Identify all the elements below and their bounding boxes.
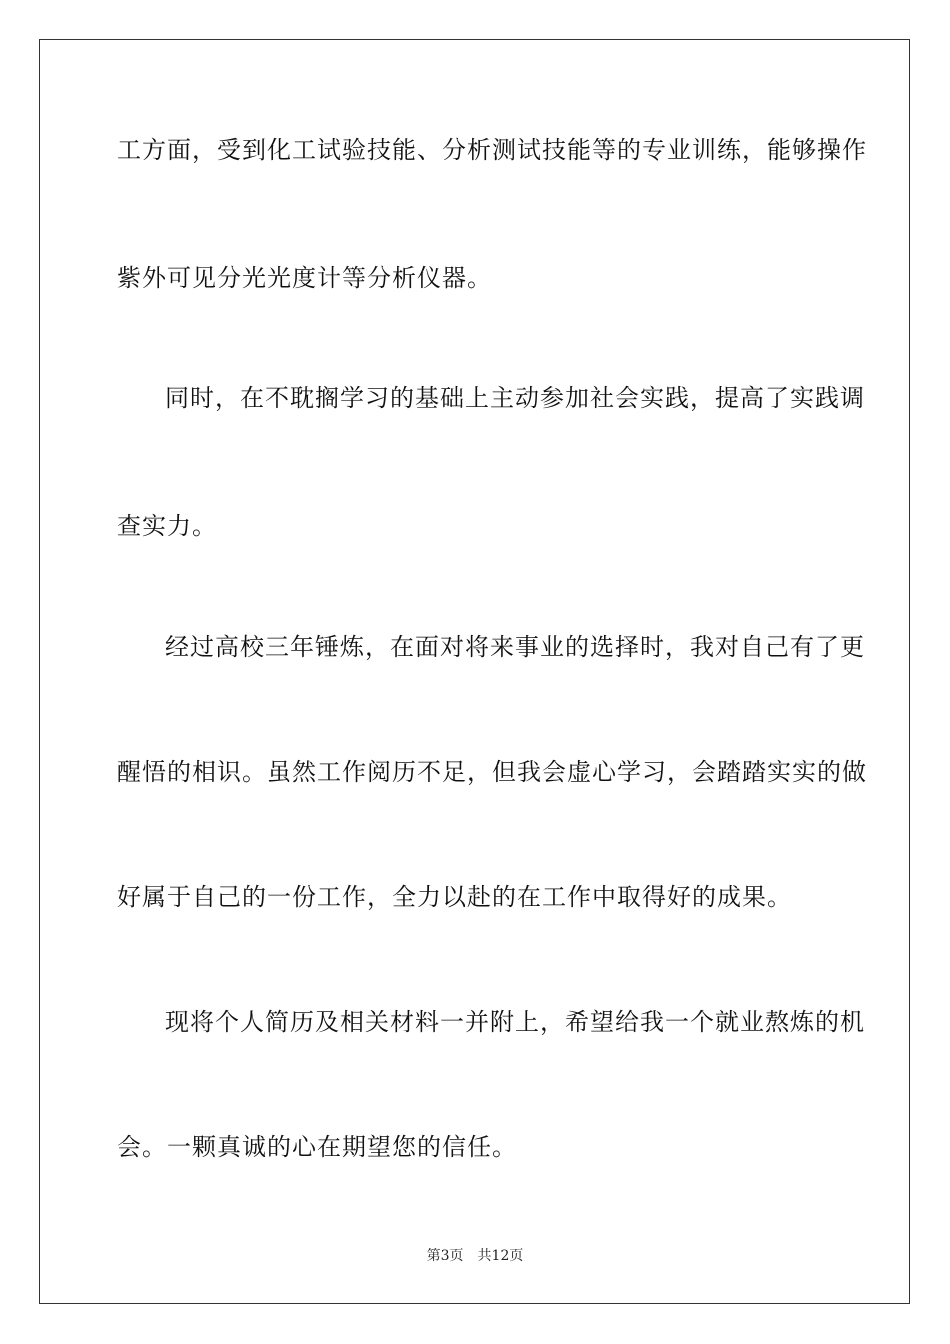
- body-text-line: 经过高校三年锤炼，在面对将来事业的选择时，我对自己有了更: [165, 633, 865, 661]
- body-text-line: 同时，在不耽搁学习的基础上主动参加社会实践，提高了实践调: [165, 384, 865, 412]
- page-footer: [0, 1247, 950, 1265]
- page-border: [39, 39, 910, 1304]
- body-text-line: 会。一颗真诚的心在期望您的信任。: [117, 1133, 517, 1161]
- body-text-line: 好属于自己的一份工作，全力以赴的在工作中取得好的成果。: [117, 883, 792, 911]
- page-number: 第3页: [426, 1248, 464, 1264]
- body-text-line: 现将个人简历及相关材料一并附上，希望给我一个就业熬炼的机: [165, 1008, 865, 1036]
- body-text-line: 紫外可见分光光度计等分析仪器。: [117, 264, 492, 292]
- body-text-line: 醒悟的相识。虽然工作阅历不足，但我会虚心学习，会踏踏实实的做: [117, 758, 867, 786]
- total-pages: 共12页: [477, 1248, 524, 1264]
- body-text-line: 查实力。: [117, 512, 217, 540]
- body-text-line: 工方面，受到化工试验技能、分析测试技能等的专业训练，能够操作: [117, 136, 867, 164]
